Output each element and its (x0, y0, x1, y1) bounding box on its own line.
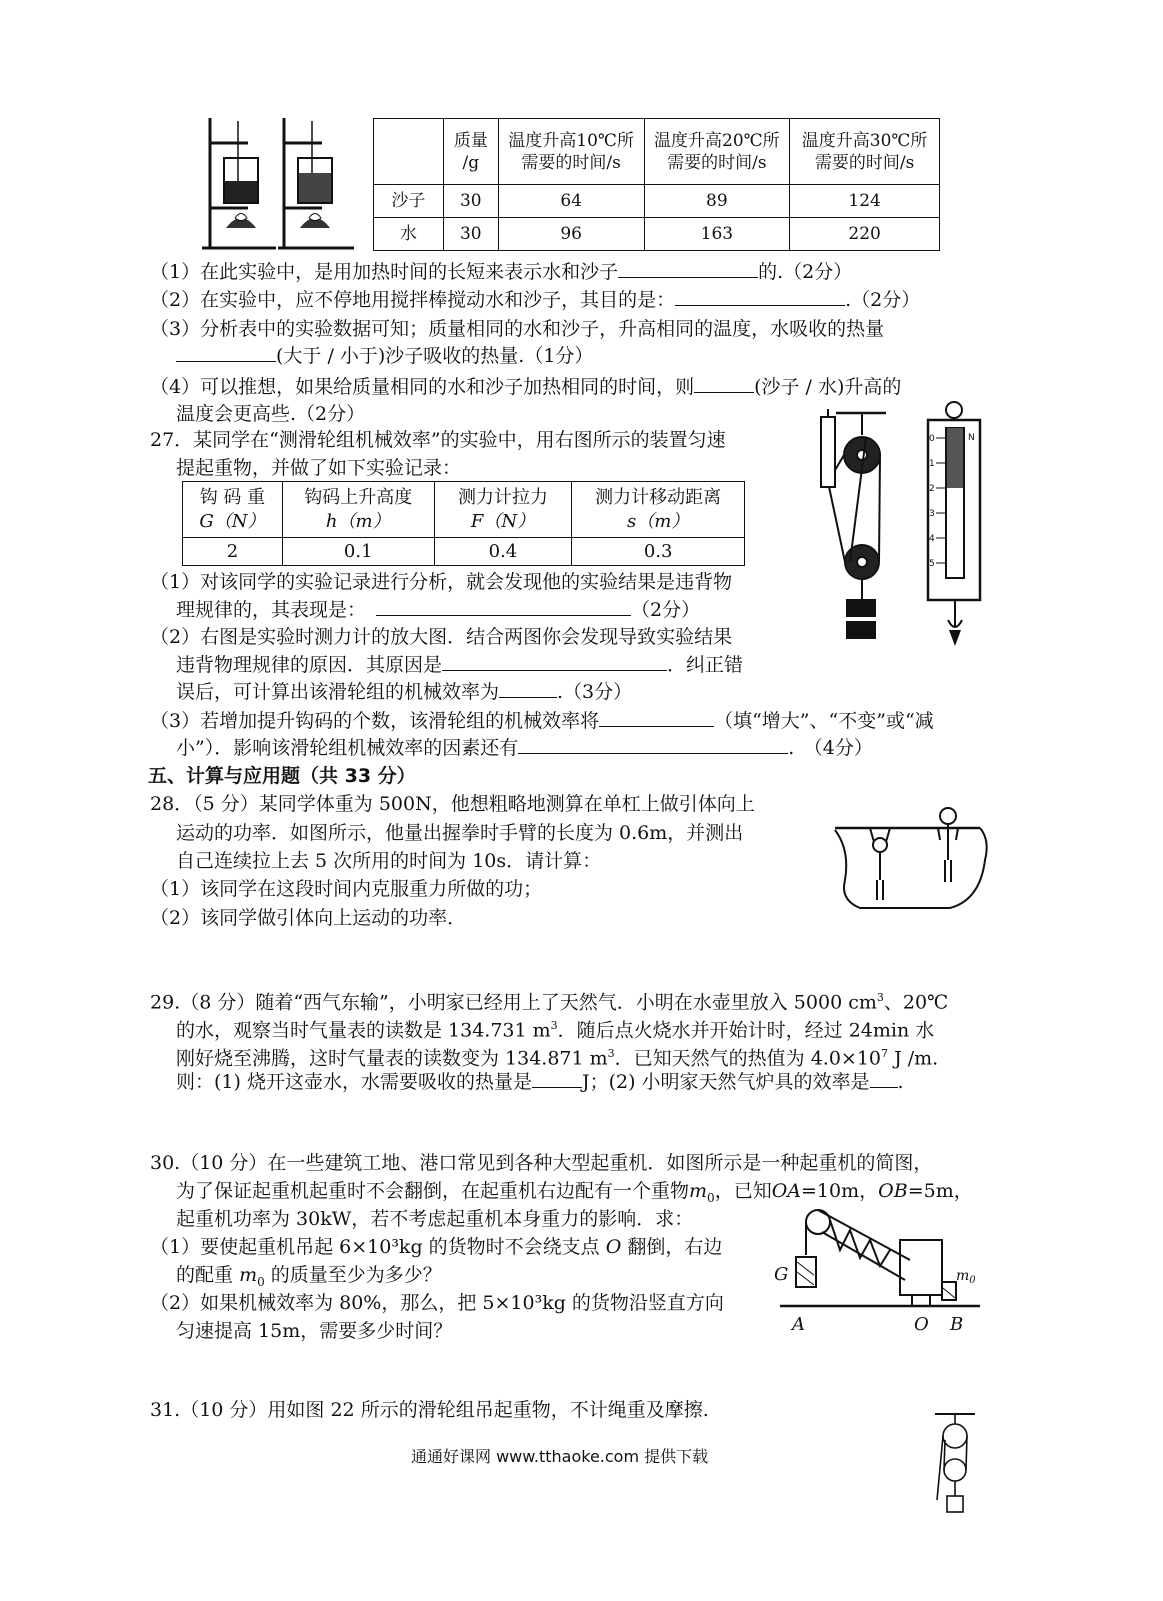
scale-unit-label: N (968, 433, 975, 443)
scale-tick-label: 2 (929, 484, 935, 494)
table-header-cell: 质量 /g (443, 119, 498, 185)
crane-label-m0: $m_0$ (956, 1268, 976, 1286)
table-row (374, 218, 940, 251)
q30-line: （1）要使起重机吊起 6×10³kg 的货物时不会绕支点 O 翻倒，右边 (150, 1236, 723, 1258)
q28-line: 28．（5 分）某同学体重为 500N，他想粗略地测算在单杠上做引体向上 (150, 793, 755, 815)
table-cell: 0.3 (572, 538, 745, 566)
scale-tick-label: 0 (929, 434, 935, 444)
q30-line: 起重机功率为 30kW，若不考虑起重机本身重力的影响．求： (176, 1208, 694, 1230)
q27-part3: （3）若增加提升钩码的个数，该滑轮组的机械效率将 （填“增大”、“不变”或“减 (150, 710, 934, 732)
q29-line: 刚好烧至沸腾，这时气量表的读数变为 134.871 $m^3$．已知天然气的热值为 $4.0\times 10^7$ J /m. (176, 1047, 939, 1070)
heating-apparatus-figure (198, 113, 358, 253)
q29-line: 则：(1) 烧开这壶水，水需要吸收的热量是 J；(2) 小明家天然气炉具的效率是 . (176, 1071, 904, 1093)
q30-line: 的配重 $m_0$ 的质量至少为多少？ (176, 1264, 442, 1289)
q28-line: 运动的功率．如图所示，他量出握拳时手臂的长度为 0.6m，并测出 (176, 822, 744, 844)
q26-part4: （4）可以推想，如果给质量相同的水和沙子加热相同的时间，则 (沙子 / 水)升高的 (150, 376, 902, 398)
q27-part3-cont: 小”）．影响该滑轮组机械效率的因素还有 . （4分） (176, 737, 873, 759)
q30-line: 30.（10 分）在一些建筑工地、港口常见到各种大型起重机．如图所示是一种起重机的简图， (150, 1152, 933, 1174)
table-cell: 0.4 (434, 538, 572, 566)
table-header-cell: 钩码上升高度 h（m） (282, 482, 434, 538)
table-cell: 163 (644, 218, 790, 251)
q26-part1: （1）在此实验中，是用加热时间的长短来表示水和沙子 的.（2分） (150, 261, 853, 283)
spring-scale-figure (922, 398, 992, 648)
crane-label-o: O (914, 1314, 929, 1335)
q26-part3-cont: (大于 / 小于)沙子吸收的热量.（1分） (176, 343, 593, 369)
scale-tick-label: 5 (929, 559, 935, 569)
table-header-cell: 测力计移动距离 s（m） (572, 482, 745, 538)
pull-up-figure (830, 800, 995, 915)
q27-intro-cont: 提起重物，并做了如下实验记录： (176, 457, 462, 479)
q29-line: 29.（8 分）随着“西气东输”，小明家已经用上了天然气．小明在水壶里放入 5000 $cm^3$、20℃ (150, 991, 949, 1014)
pulley-system-figure (806, 407, 906, 647)
table-cell: 124 (790, 185, 940, 218)
q26-part4-cont: 温度会更高些.（2分） (176, 403, 366, 425)
table-header-cell: 温度升高30℃所 需要的时间/s (790, 119, 940, 185)
table-cell: 30 (443, 218, 498, 251)
table-cell: 30 (443, 185, 498, 218)
table-cell: 0.1 (282, 538, 434, 566)
scale-tick-label: 4 (929, 534, 935, 544)
q30-line: （2）如果机械效率为 80%，那么，把 5×10³kg 的货物沿竖直方向 (150, 1292, 724, 1314)
q26-part3: （3）分析表中的实验数据可知；质量相同的水和沙子，升高相同的温度，水吸收的热量 (150, 318, 885, 340)
table-header-cell (374, 119, 444, 185)
table-cell: 220 (790, 218, 940, 251)
table-header-cell: 钩 码 重 G（N） (183, 482, 283, 538)
table-cell: 89 (644, 185, 790, 218)
q27-intro: 27．某同学在“测滑轮组机械效率”的实验中，用右图所示的装置匀速 (150, 429, 726, 451)
heating-data-table (373, 118, 940, 251)
table-cell: 96 (498, 218, 644, 251)
q30-line: 为了保证起重机起重时不会翻倒，在起重机右边配有一个重物$m_0$，已知OA=10m，OB=5m， (176, 1180, 973, 1205)
table-header-cell: 温度升高20℃所 需要的时间/s (644, 119, 790, 185)
q27-part1-cont: 理规律的，其表现是： （2分） (176, 599, 701, 621)
q31-line: 31.（10 分）用如图 22 所示的滑轮组吊起重物，不计绳重及摩擦. (150, 1399, 709, 1421)
q26-part2: （2）在实验中，应不停地用搅拌棒搅动水和沙子，其目的是： .（2分） (150, 289, 921, 311)
q28-line: （1）该同学在这段时间内克服重力所做的功； (150, 878, 543, 900)
crane-label-a: A (792, 1314, 805, 1335)
pulley-group-figure (925, 1410, 985, 1520)
q27-part2-cont: 违背物理规律的原因．其原因是 ．纠正错 (176, 654, 744, 676)
q27-part1: （1）对该同学的实验记录进行分析，就会发现他的实验结果是违背物 (150, 571, 733, 593)
q27-part2-cont2: 误后，可计算出该滑轮组的机械效率为 .（3分） (176, 681, 633, 703)
table-cell: 水 (374, 218, 444, 251)
pulley-data-table (182, 481, 745, 566)
section-heading: 五、计算与应用题（共 33 分） (148, 765, 416, 787)
crane-figure (770, 1200, 990, 1340)
page-footer: 通通好课网 www.tthaoke.com 提供下载 (411, 1447, 709, 1466)
q30-line: 匀速提高 15m，需要多少时间？ (176, 1320, 453, 1342)
q27-part2: （2）右图是实验时测力计的放大图．结合两图你会发现导致实验结果 (150, 626, 733, 648)
table-header-cell: 测力计拉力 F（N） (434, 482, 572, 538)
q28-line: （2）该同学做引体向上运动的功率． (150, 907, 467, 929)
table-cell: 2 (183, 538, 283, 566)
table-cell: 沙子 (374, 185, 444, 218)
crane-label-b: B (950, 1314, 964, 1335)
table-row (374, 185, 940, 218)
q29-line: 的水，观察当时气量表的读数是 134.731 $m^3$．随后点火烧水并开始计时，经过 24min 水 (176, 1019, 935, 1042)
crane-label-g: G (774, 1264, 789, 1285)
scale-tick-label: 3 (929, 509, 935, 519)
table-row (183, 538, 745, 566)
scale-tick-label: 1 (929, 459, 935, 469)
q28-line: 自己连续拉上去 5 次所用的时间为 10s．请计算： (176, 850, 602, 872)
table-header-cell: 温度升高10℃所 需要的时间/s (498, 119, 644, 185)
table-cell: 64 (498, 185, 644, 218)
